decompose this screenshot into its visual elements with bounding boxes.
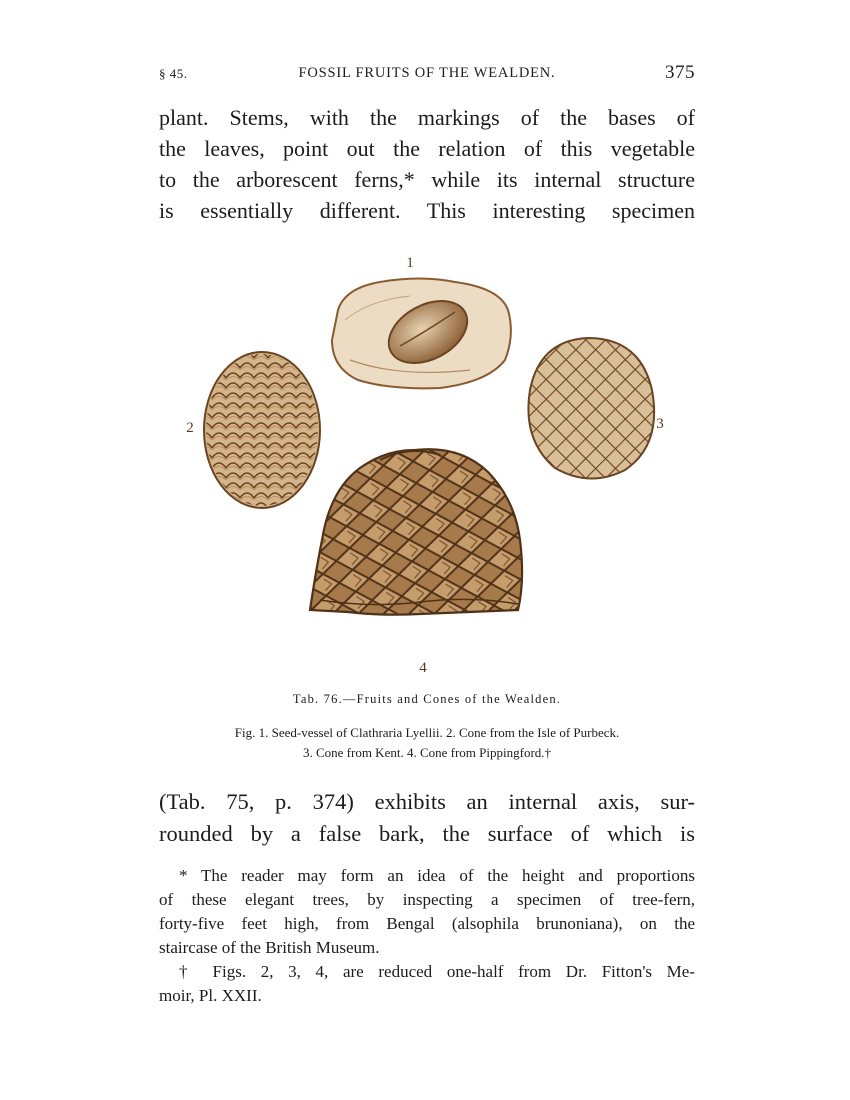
page-number: 375 (665, 62, 695, 83)
body-line: is essentially different. This interesting specimen (159, 198, 695, 223)
figure-label-2: 2 (186, 420, 194, 436)
figure-caption-title: Tab. 76.—Fruits and Cones of the Wealden. (292, 692, 562, 706)
footnote-line: of these elegant trees, by inspecting a specimen of tree-fern, (159, 890, 695, 909)
figure-label-3: 3 (656, 416, 664, 432)
figure-1-seed-vessel (332, 255, 511, 388)
legend-line: Fig. 1. Seed-vessel of Clathraria Lyellii. 2. Cone from the Isle of Purbeck. (234, 725, 620, 740)
body-line: the leaves, point out the relation of this vegetable (159, 136, 695, 161)
figure-2-purbeck-cone (186, 352, 320, 508)
footnote-line: † Figs. 2, 3, 4, are reduced one-half from Dr. Fitton's Me- (179, 962, 695, 981)
section-number: § 45. (159, 66, 188, 81)
figure-label-1: 1 (406, 255, 414, 271)
footnotes (159, 864, 695, 1008)
footnote-line: forty-five feet high, from Bengal (alsophila brunoniana), on the (159, 914, 695, 933)
footnote-line: staircase of the British Museum. (159, 938, 380, 957)
footnote-line: moir, Pl. XXII. (159, 986, 262, 1005)
figure-3-kent-cone (528, 338, 663, 479)
legend-line: 3. Cone from Kent. 4. Cone from Pippingford.† (302, 745, 552, 760)
fossil-illustration (170, 240, 690, 690)
body-line: (Tab. 75, p. 374) exhibits an internal axis, sur- (159, 789, 695, 814)
running-title: FOSSIL FRUITS OF THE WEALDEN. (298, 65, 556, 81)
figure-legend (159, 723, 695, 763)
figure-label-4: 4 (419, 660, 427, 676)
body-line: rounded by a false bark, the surface of which is (159, 821, 695, 846)
footnote-line: * The reader may form an idea of the height and proportions (179, 866, 695, 885)
body-paragraph-top (159, 102, 695, 226)
body-line: to the arborescent ferns,* while its internal structure (159, 167, 695, 192)
figure-4-pippingford-cone (310, 449, 522, 676)
body-paragraph-bottom (159, 786, 695, 850)
engraving-figure (170, 240, 690, 690)
running-head (159, 62, 695, 86)
body-line: plant. Stems, with the markings of the bases of (159, 105, 695, 130)
